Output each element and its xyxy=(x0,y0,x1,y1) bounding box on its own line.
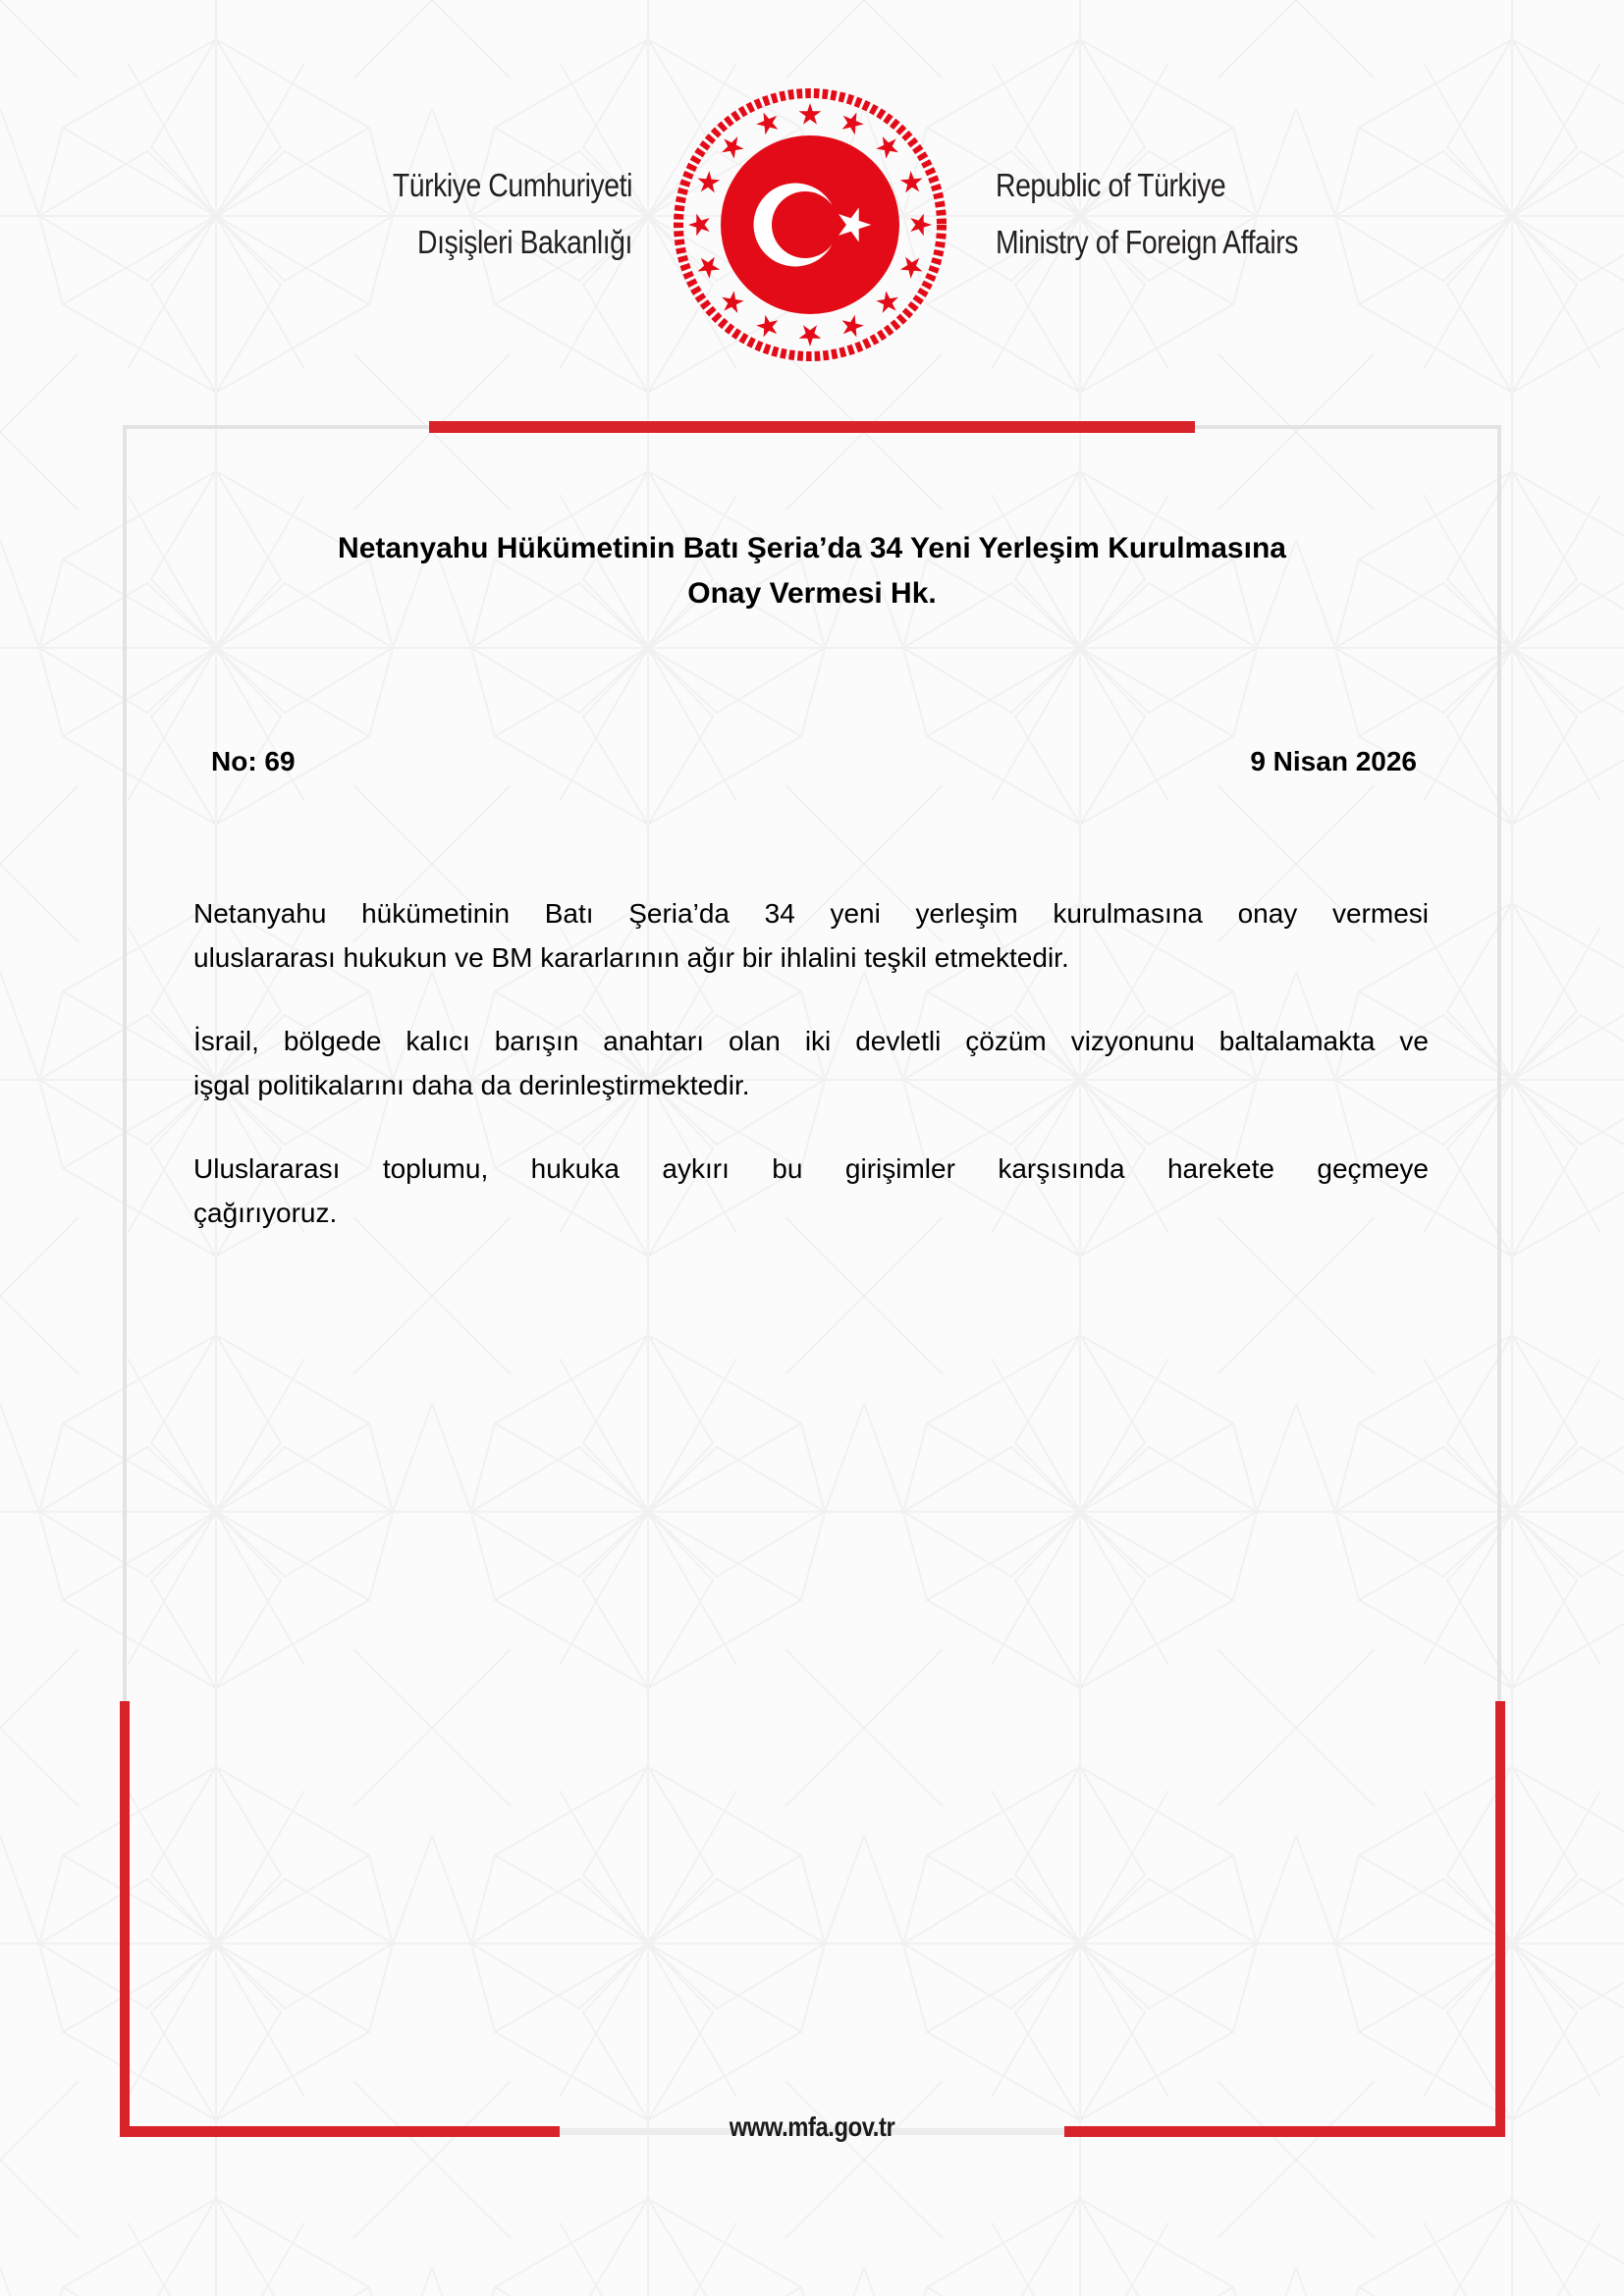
ministry-name-turkish-line1: Türkiye Cumhuriyeti xyxy=(392,167,632,203)
ministry-website-url: www.mfa.gov.tr xyxy=(729,2111,895,2142)
ministry-name-english-line2: Ministry of Foreign Affairs xyxy=(996,224,1299,260)
top-red-bar xyxy=(429,421,1195,433)
ministry-name-english xyxy=(996,157,1519,271)
paragraph-line: Netanyahu hükümetinin Batı Şeria’da 34 yeni yerleşim kurulmasına onay vermesi xyxy=(193,898,1429,929)
press-release-title-line1: Netanyahu Hükümetinin Batı Şeria’da 34 Yeni Yerleşim Kurulmasına xyxy=(338,532,1286,564)
release-number: No: 69 xyxy=(211,746,296,776)
paragraph xyxy=(193,891,1429,980)
meta-row xyxy=(211,746,1417,777)
release-date: 9 Nisan 2026 xyxy=(1250,746,1417,776)
bottom-red-bar-left xyxy=(120,2126,560,2137)
press-release-body xyxy=(193,891,1429,1274)
mfa-emblem-icon xyxy=(673,87,947,362)
content-frame-border xyxy=(123,425,1501,2133)
press-release-title-line2: Onay Vermesi Hk. xyxy=(687,577,937,610)
paragraph-line: çağırıyoruz. xyxy=(193,1198,338,1228)
paragraph-line: Uluslararası toplumu, hukuka aykırı bu girişimler karşısında harekete geçmeye xyxy=(193,1153,1429,1184)
ministry-name-english-line1: Republic of Türkiye xyxy=(996,167,1226,203)
paragraph-line: uluslararası hukukun ve BM kararlarının ağır bir ihlalini teşkil etmektedir. xyxy=(193,942,1069,973)
paragraph xyxy=(193,1019,1429,1107)
ministry-name-turkish xyxy=(88,157,632,271)
left-red-accent xyxy=(120,1701,130,2137)
press-release-title xyxy=(194,526,1430,616)
paragraph xyxy=(193,1147,1429,1235)
right-red-accent xyxy=(1495,1701,1505,2137)
bottom-red-bar-right xyxy=(1064,2126,1505,2137)
paragraph-line: İsrail, bölgede kalıcı barışın anahtarı olan iki devletli çözüm vizyonunu baltalamakta ve xyxy=(193,1026,1429,1056)
ministry-name-turkish-line2: Dışişleri Bakanlığı xyxy=(417,224,632,260)
paragraph-line: işgal politikalarını daha da derinleştirmektedir. xyxy=(193,1070,750,1100)
